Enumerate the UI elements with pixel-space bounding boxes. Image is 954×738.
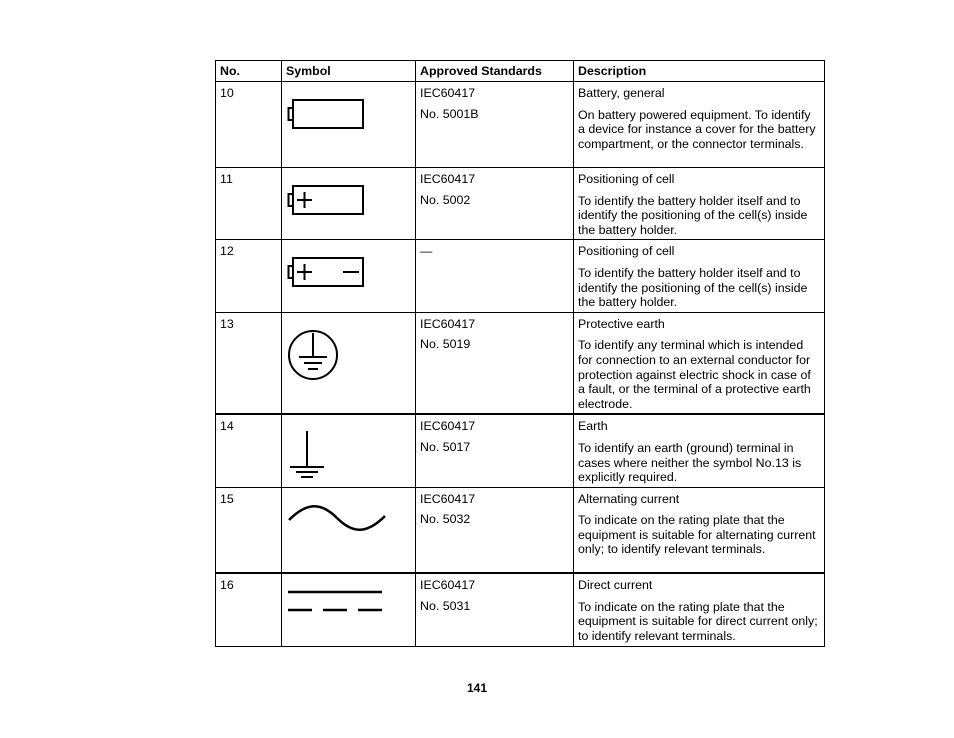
row-number: 16 bbox=[216, 573, 282, 646]
alternating-current-icon bbox=[287, 502, 387, 534]
standards-cell bbox=[416, 168, 574, 240]
description-cell bbox=[574, 168, 825, 240]
standard-number: No. 5032 bbox=[420, 512, 471, 527]
standard-number: No. 5019 bbox=[420, 337, 471, 352]
description-body: To indicate on the rating plate that the equipment is suitable for direct current only; to identify relevant terminals. bbox=[578, 599, 818, 643]
battery-plus-minus-icon bbox=[287, 254, 367, 292]
description-cell bbox=[574, 414, 825, 487]
description-cell bbox=[574, 573, 825, 646]
standards-cell bbox=[416, 240, 574, 312]
description-cell bbox=[574, 82, 825, 168]
symbol-cell bbox=[282, 414, 416, 487]
standard-name: IEC60417 bbox=[420, 578, 476, 593]
standard-name: IEC60417 bbox=[420, 172, 476, 186]
table-row bbox=[216, 573, 825, 646]
row-number: 14 bbox=[216, 414, 282, 487]
table-row bbox=[216, 414, 825, 487]
row-number: 10 bbox=[216, 82, 282, 168]
symbol-cell bbox=[282, 573, 416, 646]
description-title: Earth bbox=[578, 419, 608, 434]
description-body: To identify the battery holder itself and to identify the positioning of the cell(s) inside the battery holder. bbox=[578, 193, 808, 237]
symbol-cell bbox=[282, 487, 416, 573]
description-body: To identify an earth (ground) terminal in cases where neither the symbol No.13 is explicitly required. bbox=[578, 440, 802, 485]
table-row bbox=[216, 312, 825, 414]
row-number: 12 bbox=[216, 240, 282, 312]
table-row bbox=[216, 240, 825, 312]
description-cell bbox=[574, 487, 825, 573]
standards-cell bbox=[416, 312, 574, 414]
row-number: 13 bbox=[216, 312, 282, 414]
standard-name: — bbox=[420, 244, 433, 259]
description-title: Protective earth bbox=[578, 316, 665, 331]
description-body: To indicate on the rating plate that the equipment is suitable for alternating current only; to identify relevant terminals. bbox=[578, 513, 816, 557]
table-header-row bbox=[216, 61, 825, 82]
page-number: 141 bbox=[466, 681, 488, 695]
description-title: Direct current bbox=[578, 578, 653, 593]
description-title: Positioning of cell bbox=[578, 172, 675, 186]
description-title: Alternating current bbox=[578, 491, 680, 506]
symbol-cell bbox=[282, 82, 416, 168]
direct-current-icon bbox=[287, 588, 387, 618]
header-standards: Approved Standards bbox=[416, 61, 574, 82]
description-body: To identify any terminal which is intended for connection to an external conductor for protection against electric shock in case of a fault, or the terminal of a protective earth electrode. bbox=[578, 338, 811, 411]
table-row bbox=[216, 487, 825, 573]
standard-number: No. 5002 bbox=[420, 192, 471, 207]
standard-number: No. 5001B bbox=[420, 106, 479, 121]
row-number: 15 bbox=[216, 487, 282, 573]
standard-number: No. 5017 bbox=[420, 439, 471, 454]
header-description: Description bbox=[574, 61, 825, 82]
description-body: On battery powered equipment. To identify a device for instance a cover for the battery compartment, or the connector terminals. bbox=[578, 107, 816, 151]
row-number: 11 bbox=[216, 168, 282, 240]
header-symbol: Symbol bbox=[282, 61, 416, 82]
standards-cell bbox=[416, 82, 574, 168]
earth-ground-icon bbox=[287, 429, 337, 479]
description-body: To identify the battery holder itself and to identify the positioning of the cell(s) inside the battery holder. bbox=[578, 265, 808, 310]
standard-name: IEC60417 bbox=[420, 419, 476, 434]
description-cell bbox=[574, 240, 825, 312]
description-cell bbox=[574, 312, 825, 414]
symbol-cell bbox=[282, 168, 416, 240]
symbols-table bbox=[215, 60, 825, 647]
standards-cell bbox=[416, 573, 574, 646]
battery-cell-position-icon bbox=[287, 182, 367, 220]
description-title: Positioning of cell bbox=[578, 244, 675, 259]
standards-cell bbox=[416, 414, 574, 487]
standard-name: IEC60417 bbox=[420, 316, 476, 331]
table-row bbox=[216, 82, 825, 168]
table-row bbox=[216, 168, 825, 240]
battery-icon bbox=[287, 96, 367, 134]
header-no: No. bbox=[216, 61, 282, 82]
symbol-cell bbox=[282, 312, 416, 414]
description-title: Battery, general bbox=[578, 86, 665, 100]
standard-name: IEC60417 bbox=[420, 86, 476, 100]
protective-earth-icon bbox=[287, 327, 347, 383]
symbol-cell bbox=[282, 240, 416, 312]
standard-number: No. 5031 bbox=[420, 598, 471, 613]
standard-name: IEC60417 bbox=[420, 491, 476, 506]
standards-cell bbox=[416, 487, 574, 573]
